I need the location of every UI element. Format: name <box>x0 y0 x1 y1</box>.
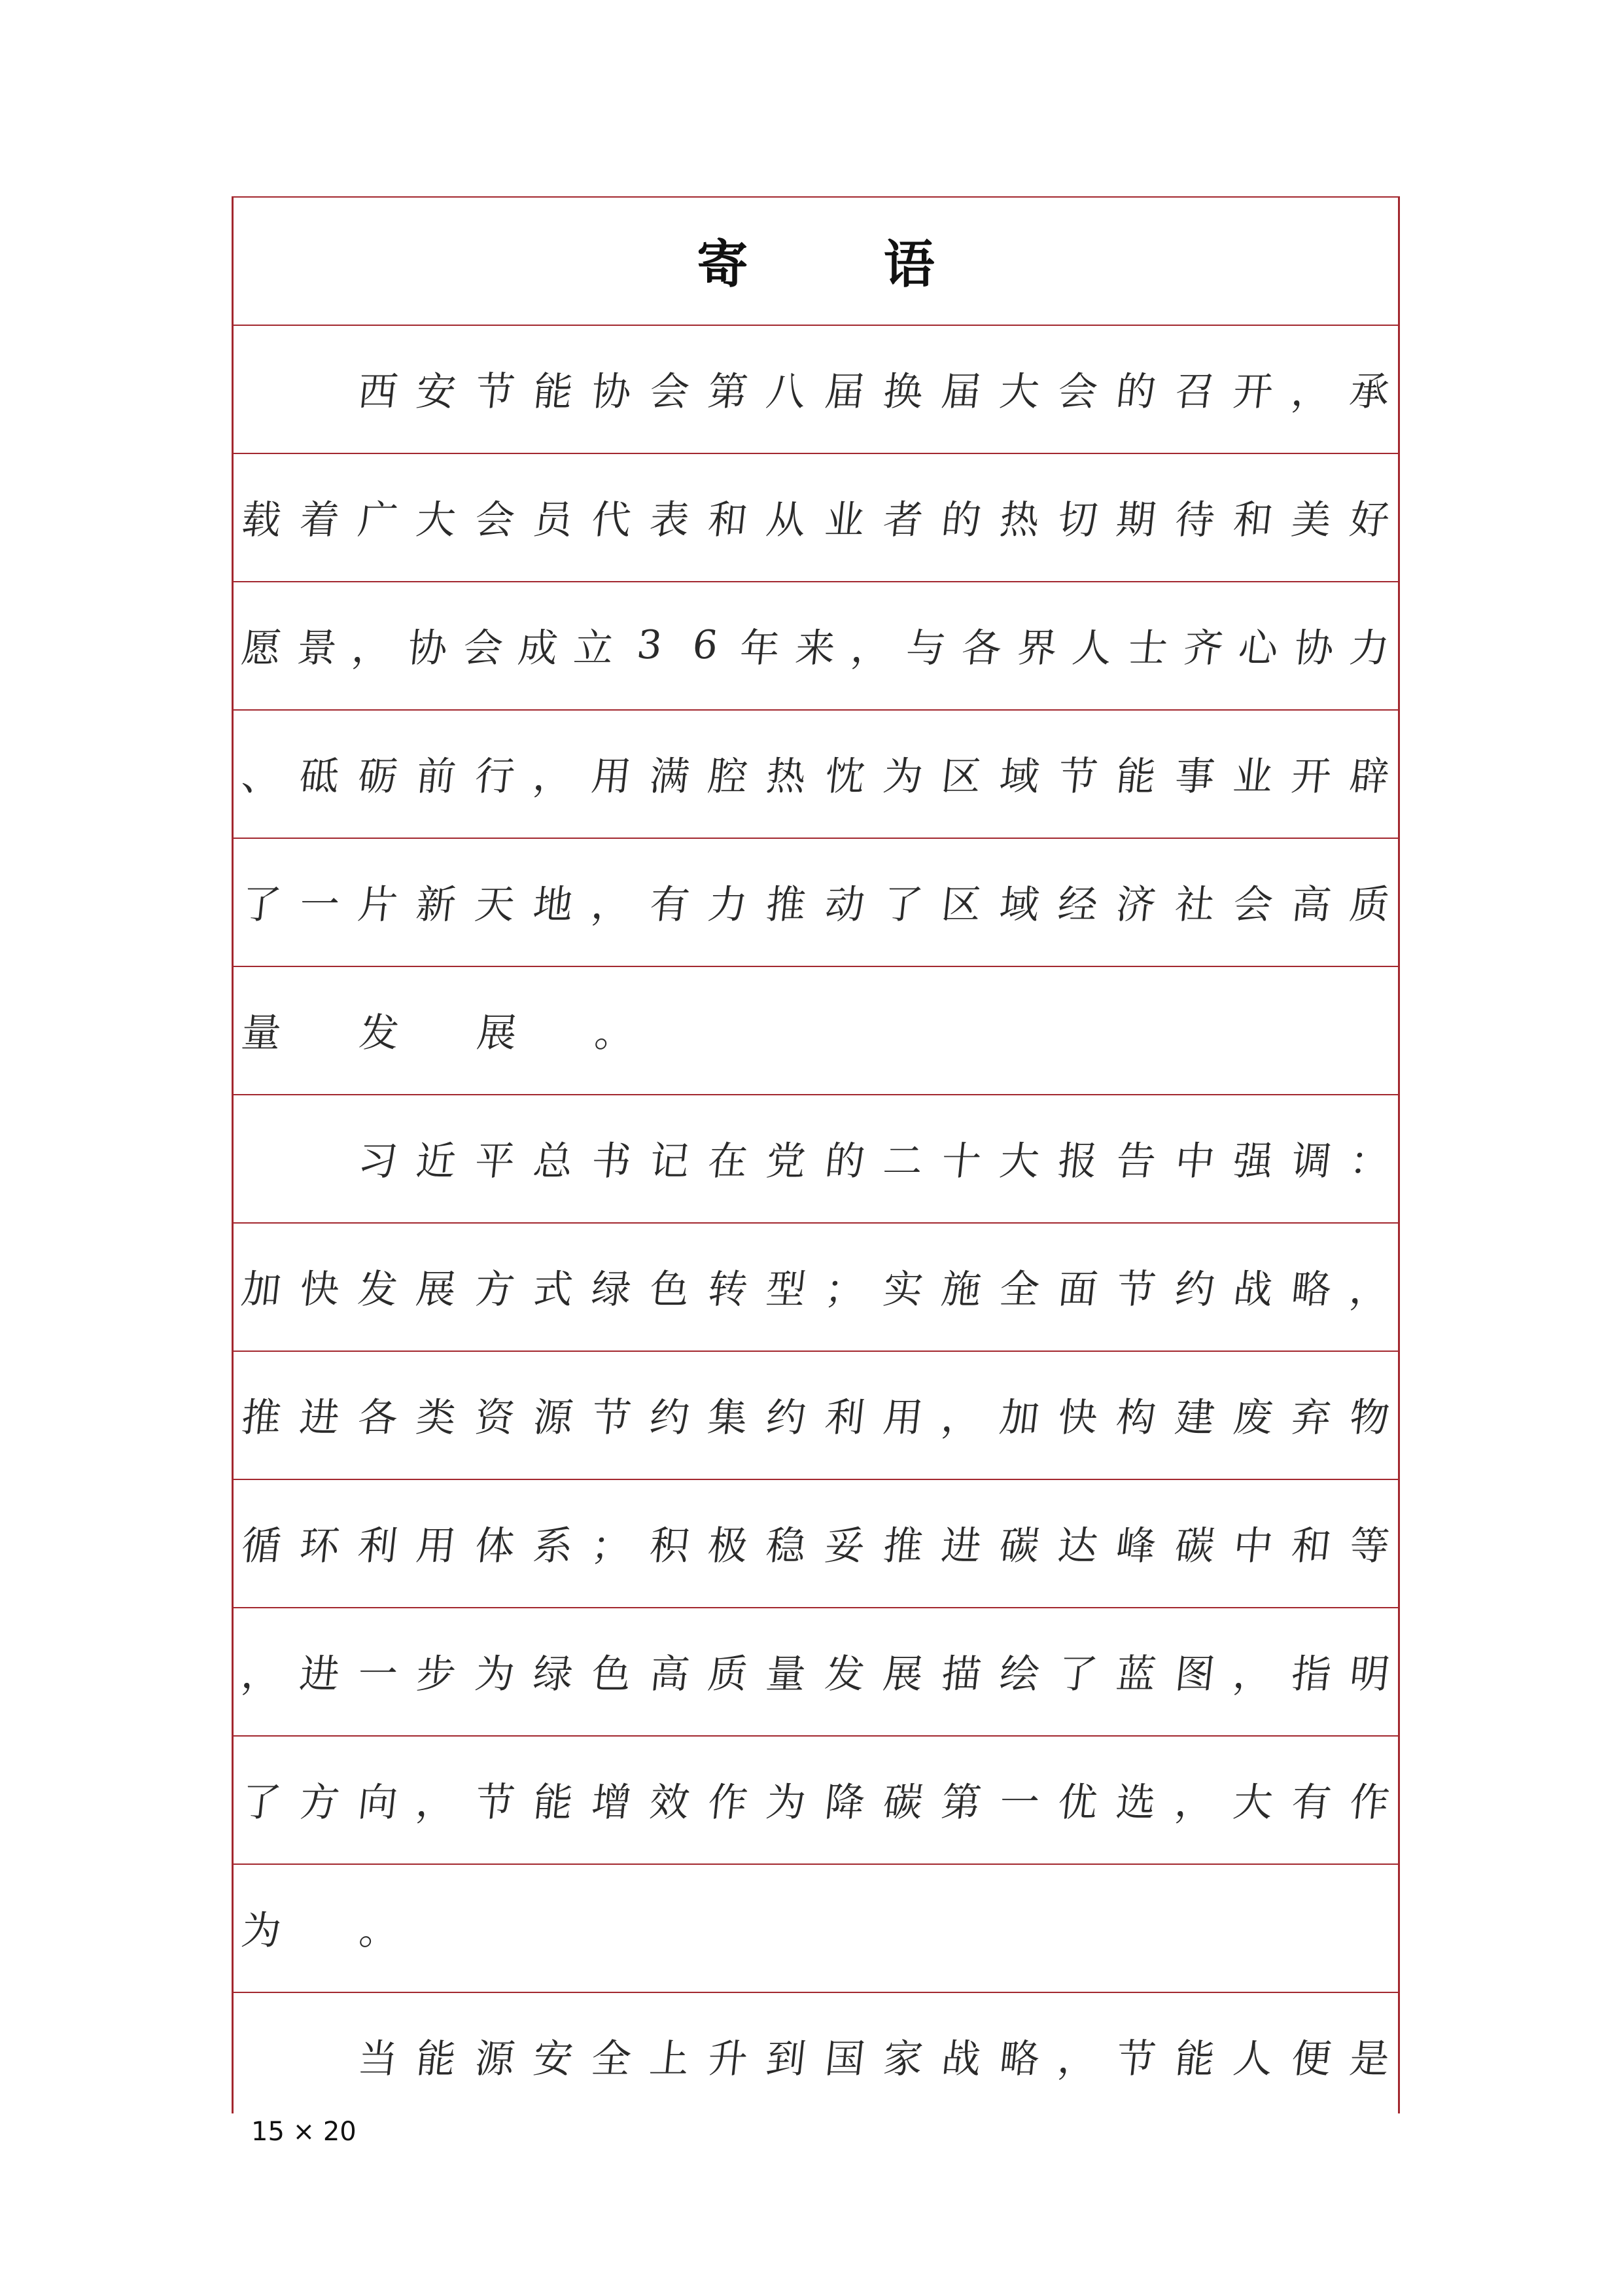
character-cell: 一 <box>356 1651 400 1697</box>
character-cell: 美 <box>1289 497 1333 543</box>
character-cell: 前 <box>414 754 459 800</box>
character-cell: 发 <box>357 1010 402 1056</box>
character-cell: 景 <box>294 626 339 671</box>
character-cell: 资 <box>472 1395 517 1441</box>
character-cell: 力 <box>706 882 750 928</box>
character-cell: 满 <box>647 754 692 800</box>
character-cell: ； <box>589 1523 634 1569</box>
character-cell <box>298 361 343 417</box>
character-cell: 用 <box>589 754 634 800</box>
character-cell: 和 <box>706 497 750 543</box>
row-rule <box>232 1222 1400 1224</box>
character-cell: 来 <box>793 626 838 671</box>
character-cell: 业 <box>822 497 867 543</box>
character-cell: 面 <box>1055 1267 1100 1313</box>
character-cell: 峰 <box>1114 1523 1159 1569</box>
character-cell: 型 <box>764 1267 809 1313</box>
character-cell: 推 <box>764 882 809 928</box>
character-cell: 片 <box>356 882 400 928</box>
character-cell: 是 <box>1347 2036 1392 2082</box>
character-cell: 能 <box>414 2036 459 2082</box>
character-cell: 界 <box>1015 626 1059 671</box>
character-cell: 腔 <box>706 754 750 800</box>
character-cell: 忱 <box>822 754 867 800</box>
character-cell: 作 <box>706 1780 750 1826</box>
character-cell: 用 <box>881 1395 925 1441</box>
character-cell: ， <box>239 1651 284 1697</box>
character-cell: 质 <box>1347 882 1392 928</box>
character-cell: 等 <box>1347 1523 1392 1569</box>
character-cell: 上 <box>647 2036 692 2082</box>
character-cell: 利 <box>356 1523 400 1569</box>
row-rule <box>232 325 1400 326</box>
character-cell: 略 <box>997 2036 1042 2082</box>
character-cell: 加 <box>239 1267 284 1313</box>
character-cell: 战 <box>939 2036 984 2082</box>
character-cell: 员 <box>531 497 575 543</box>
character-cell: 一 <box>297 882 342 928</box>
character-cell: 年 <box>737 626 782 671</box>
character-cell: 开 <box>1230 369 1275 415</box>
character-cell: 了 <box>239 882 284 928</box>
character-cell: 能 <box>531 1780 575 1826</box>
character-cell: 式 <box>531 1267 575 1313</box>
character-cell: 成 <box>516 626 561 671</box>
character-cell: 节 <box>1114 1267 1159 1313</box>
character-cell: 量 <box>764 1651 809 1697</box>
character-cell: 到 <box>764 2036 809 2082</box>
character-cell: 方 <box>297 1780 342 1826</box>
character-cell: ， <box>1347 1267 1392 1313</box>
row-rule <box>232 1094 1400 1095</box>
character-cell: 齐 <box>1181 626 1225 671</box>
character-cell: 动 <box>822 882 867 928</box>
character-cell: 类 <box>414 1395 459 1441</box>
character-cell: 发 <box>356 1267 400 1313</box>
text-row <box>242 325 1392 453</box>
text-row <box>239 966 1389 1094</box>
character-cell: 加 <box>997 1395 1042 1441</box>
character-cell: 党 <box>764 1139 809 1184</box>
character-cell: 安 <box>414 369 459 415</box>
character-cell: 区 <box>939 882 984 928</box>
row-rule <box>232 838 1400 839</box>
character-cell: 力 <box>1347 626 1391 671</box>
character-cell: 能 <box>531 369 575 415</box>
row-rule <box>232 1992 1400 1993</box>
character-cell: 降 <box>822 1780 867 1826</box>
character-cell: 全 <box>589 2036 634 2082</box>
character-cell: 为 <box>764 1780 809 1826</box>
character-cell: 强 <box>1230 1139 1275 1184</box>
character-cell: 大 <box>414 497 459 543</box>
character-cell: 约 <box>647 1395 692 1441</box>
character-cell: 砺 <box>356 754 400 800</box>
character-cell: 济 <box>1114 882 1159 928</box>
character-cell: 色 <box>589 1651 634 1697</box>
character-cell: 碳 <box>1172 1523 1217 1569</box>
character-cell: 当 <box>356 2036 400 2082</box>
character-cell: 施 <box>939 1267 984 1313</box>
text-row <box>239 1607 1392 1735</box>
character-cell: 源 <box>531 1395 575 1441</box>
character-cell: 极 <box>706 1523 750 1569</box>
row-rule <box>232 1479 1400 1480</box>
character-cell: 地 <box>531 882 575 928</box>
character-cell: 从 <box>764 497 809 543</box>
character-cell: 环 <box>297 1523 342 1569</box>
character-cell: 节 <box>589 1395 634 1441</box>
character-cell: 换 <box>881 369 925 415</box>
character-cell: 各 <box>959 626 1004 671</box>
character-cell: 集 <box>706 1395 750 1441</box>
character-cell: ， <box>1055 2036 1100 2082</box>
character-cell: 家 <box>881 2036 925 2082</box>
character-cell: 碳 <box>881 1780 925 1826</box>
character-cell: 战 <box>1230 1267 1275 1313</box>
character-cell: 快 <box>1055 1395 1100 1441</box>
character-cell: 待 <box>1172 497 1217 543</box>
character-cell: 立 <box>571 626 616 671</box>
text-row <box>239 1479 1392 1607</box>
character-cell: 3 <box>635 622 665 668</box>
character-cell: 源 <box>472 2036 517 2082</box>
character-cell: 安 <box>531 2036 575 2082</box>
character-cell: 进 <box>297 1395 342 1441</box>
character-cell: ， <box>1289 369 1333 415</box>
text-row <box>239 581 1391 709</box>
character-cell: 作 <box>1347 1780 1392 1826</box>
character-cell: 系 <box>531 1523 575 1569</box>
row-rule <box>232 1351 1400 1352</box>
row-rule <box>232 1735 1400 1737</box>
character-cell: 承 <box>1347 369 1392 415</box>
character-cell: 节 <box>1114 2036 1159 2082</box>
character-cell: 者 <box>881 497 925 543</box>
character-cell: 二 <box>881 1139 925 1184</box>
character-cell: 书 <box>589 1139 634 1184</box>
character-cell: 业 <box>1230 754 1275 800</box>
character-cell: 方 <box>472 1267 517 1313</box>
character-cell: 着 <box>297 497 342 543</box>
character-cell: 会 <box>461 626 505 671</box>
character-cell: 节 <box>472 1780 517 1826</box>
character-cell: 西 <box>356 369 400 415</box>
character-cell: ， <box>531 754 575 800</box>
character-cell: 调 <box>1289 1139 1333 1184</box>
character-cell: 和 <box>1230 497 1275 543</box>
character-cell: 中 <box>1172 1139 1217 1184</box>
character-cell: 域 <box>997 882 1042 928</box>
character-cell: 高 <box>1289 882 1333 928</box>
character-cell: 士 <box>1125 626 1170 671</box>
character-cell <box>239 1130 284 1186</box>
character-cell: 绘 <box>997 1651 1042 1697</box>
character-cell: 经 <box>1055 882 1100 928</box>
character-cell: 的 <box>822 1139 867 1184</box>
text-row <box>239 1222 1392 1351</box>
character-cell: 届 <box>822 369 867 415</box>
row-rule <box>232 1863 1400 1865</box>
character-cell: 节 <box>1055 754 1100 800</box>
character-cell: 指 <box>1289 1651 1333 1697</box>
row-rule <box>232 453 1400 454</box>
character-cell: 。 <box>357 1908 402 1954</box>
character-cell: 展 <box>474 1010 519 1056</box>
character-cell: ， <box>939 1395 984 1441</box>
character-cell: 略 <box>1289 1267 1333 1313</box>
character-cell: 建 <box>1172 1395 1217 1441</box>
row-rule <box>232 581 1400 582</box>
character-cell: 域 <box>997 754 1042 800</box>
character-cell: 热 <box>764 754 809 800</box>
character-cell: 载 <box>239 497 284 543</box>
character-cell: 近 <box>414 1139 459 1184</box>
character-cell: 了 <box>239 1780 284 1826</box>
character-cell: 表 <box>647 497 692 543</box>
character-cell: 会 <box>472 497 517 543</box>
manuscript-sheet <box>232 196 1400 2113</box>
character-cell: 召 <box>1172 369 1217 415</box>
character-cell: 热 <box>997 497 1042 543</box>
character-cell: 为 <box>239 1908 284 1954</box>
character-cell: 一 <box>997 1780 1042 1826</box>
character-cell: 广 <box>356 497 400 543</box>
character-cell: 图 <box>1172 1651 1217 1697</box>
character-cell: 协 <box>589 369 634 415</box>
character-cell: 能 <box>1114 754 1159 800</box>
character-cell: 向 <box>356 1780 400 1826</box>
character-cell: 用 <box>414 1523 459 1569</box>
character-cell: 选 <box>1114 1780 1159 1826</box>
character-cell: 事 <box>1172 754 1217 800</box>
character-cell: 有 <box>1289 1780 1333 1826</box>
character-cell: 了 <box>1055 1651 1100 1697</box>
character-cell: 约 <box>1172 1267 1217 1313</box>
character-cell: 社 <box>1172 882 1217 928</box>
character-cell: 好 <box>1347 497 1392 543</box>
character-cell: 优 <box>1055 1780 1100 1826</box>
character-cell: 辟 <box>1347 754 1392 800</box>
character-cell: ； <box>822 1267 867 1313</box>
text-row <box>239 838 1392 966</box>
character-cell: 第 <box>706 369 750 415</box>
page-title: 寄 语 <box>697 235 994 294</box>
character-cell: ， <box>589 882 634 928</box>
text-row <box>239 1351 1392 1479</box>
character-cell: 在 <box>706 1139 750 1184</box>
character-cell: 、 <box>239 754 284 800</box>
character-cell: 循 <box>239 1523 284 1569</box>
character-cell: 。 <box>592 1010 637 1056</box>
character-cell: 色 <box>647 1267 692 1313</box>
character-cell: 了 <box>881 882 925 928</box>
character-cell: 区 <box>939 754 984 800</box>
character-cell: 习 <box>356 1139 400 1184</box>
character-cell: 新 <box>414 882 459 928</box>
character-cell: 的 <box>939 497 984 543</box>
row-rule <box>232 1607 1400 1608</box>
character-cell: 届 <box>939 369 984 415</box>
character-cell: 中 <box>1230 1523 1275 1569</box>
character-cell: 协 <box>405 626 450 671</box>
character-cell: 八 <box>764 369 809 415</box>
character-cell: ， <box>848 626 893 671</box>
character-cell: 愿 <box>239 626 284 671</box>
character-cell: 蓝 <box>1114 1651 1159 1697</box>
character-cell: 步 <box>414 1651 459 1697</box>
character-cell: 代 <box>589 497 634 543</box>
character-cell: 为 <box>472 1651 517 1697</box>
text-row <box>239 1735 1392 1863</box>
character-cell <box>298 1130 343 1186</box>
character-cell: 碳 <box>997 1523 1042 1569</box>
text-row <box>239 1863 1389 1992</box>
character-cell: 发 <box>822 1651 867 1697</box>
character-cell: 大 <box>997 1139 1042 1184</box>
character-cell: 会 <box>1230 882 1275 928</box>
character-cell: 总 <box>531 1139 575 1184</box>
character-cell: 6 <box>689 622 720 668</box>
character-cell: 绿 <box>589 1267 634 1313</box>
character-cell: 人 <box>1070 626 1115 671</box>
character-cell: 记 <box>647 1139 692 1184</box>
character-cell: 弃 <box>1289 1395 1333 1441</box>
character-cell: 开 <box>1289 754 1333 800</box>
character-cell: ： <box>1347 1139 1392 1184</box>
character-cell: 协 <box>1291 626 1336 671</box>
character-cell: 约 <box>764 1395 809 1441</box>
character-cell: 增 <box>589 1780 634 1826</box>
text-row <box>239 453 1392 581</box>
row-rule <box>232 966 1400 967</box>
character-cell: 快 <box>297 1267 342 1313</box>
character-cell: 明 <box>1347 1651 1392 1697</box>
character-cell: 人 <box>1230 2036 1275 2082</box>
character-cell: 展 <box>881 1651 925 1697</box>
character-cell: 大 <box>1230 1780 1275 1826</box>
character-cell: 有 <box>647 882 692 928</box>
character-cell: 展 <box>414 1267 459 1313</box>
character-cell: 积 <box>647 1523 692 1569</box>
character-cell: ， <box>1172 1780 1217 1826</box>
row-rule <box>232 709 1400 711</box>
character-cell: 平 <box>472 1139 517 1184</box>
character-cell: 物 <box>1347 1395 1392 1441</box>
character-cell: 推 <box>881 1523 925 1569</box>
character-cell: 利 <box>822 1395 867 1441</box>
character-cell: 量 <box>239 1010 284 1056</box>
character-cell: 转 <box>706 1267 750 1313</box>
right-border <box>1398 196 1400 2113</box>
character-cell: 进 <box>939 1523 984 1569</box>
character-cell: 进 <box>297 1651 342 1697</box>
character-cell <box>239 361 284 417</box>
character-cell: 废 <box>1230 1395 1275 1441</box>
character-cell: 告 <box>1114 1139 1159 1184</box>
character-cell: 体 <box>472 1523 517 1569</box>
character-cell: 会 <box>1055 369 1100 415</box>
character-cell: 各 <box>356 1395 400 1441</box>
character-cell: 描 <box>939 1651 984 1697</box>
character-cell: 效 <box>647 1780 692 1826</box>
left-border <box>232 196 234 2113</box>
character-cell: 和 <box>1289 1523 1333 1569</box>
character-cell <box>298 2028 343 2084</box>
character-cell: 报 <box>1055 1139 1100 1184</box>
character-cell: 行 <box>472 754 517 800</box>
character-cell: 大 <box>997 369 1042 415</box>
character-cell: 绿 <box>531 1651 575 1697</box>
character-cell: 的 <box>1114 369 1159 415</box>
character-cell: 妥 <box>822 1523 867 1569</box>
character-cell: 实 <box>881 1267 925 1313</box>
character-cell: 国 <box>822 2036 867 2082</box>
character-cell: 能 <box>1172 2036 1217 2082</box>
character-cell: 构 <box>1114 1395 1159 1441</box>
text-row <box>242 1992 1392 2120</box>
character-cell: ， <box>414 1780 459 1826</box>
character-cell: 心 <box>1236 626 1281 671</box>
character-cell: 为 <box>881 754 925 800</box>
character-cell <box>239 2028 284 2084</box>
character-cell: 期 <box>1114 497 1159 543</box>
character-cell: ， <box>1230 1651 1275 1697</box>
character-cell: 达 <box>1055 1523 1100 1569</box>
character-cell: 推 <box>239 1395 284 1441</box>
character-cell: 质 <box>706 1651 750 1697</box>
character-cell: 升 <box>706 2036 750 2082</box>
character-cell: ， <box>350 626 394 671</box>
grid-size-label: 15 × 20 <box>251 2117 357 2147</box>
character-cell: 切 <box>1055 497 1100 543</box>
character-cell: 第 <box>939 1780 984 1826</box>
character-cell: 便 <box>1289 2036 1333 2082</box>
character-cell: 全 <box>997 1267 1042 1313</box>
character-cell: 十 <box>939 1139 984 1184</box>
text-row <box>242 1094 1392 1222</box>
character-cell: 天 <box>472 882 517 928</box>
character-cell: 会 <box>647 369 692 415</box>
character-cell: 砥 <box>297 754 342 800</box>
character-cell: 高 <box>647 1651 692 1697</box>
character-cell: 与 <box>904 626 949 671</box>
character-cell: 节 <box>472 369 517 415</box>
character-cell: 稳 <box>764 1523 809 1569</box>
text-row <box>239 709 1392 838</box>
